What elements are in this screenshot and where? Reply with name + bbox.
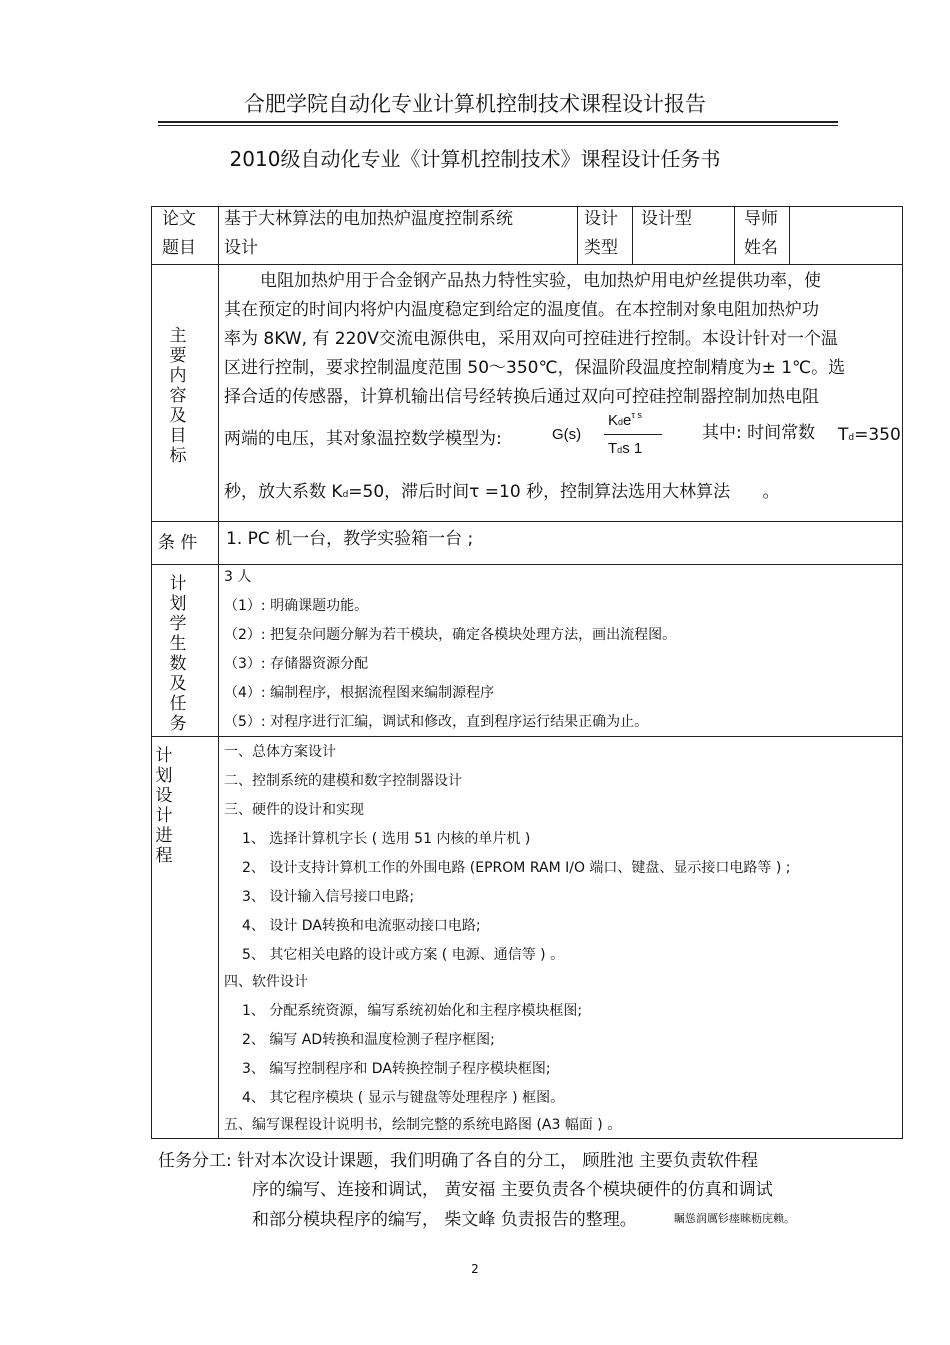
topic-value-line1: 基于大林算法的电加热炉温度控制系统 bbox=[224, 209, 513, 229]
type-label-line2: 类型 bbox=[584, 238, 618, 258]
column-divider bbox=[789, 206, 790, 264]
content-label: 主要内容及目标 bbox=[169, 326, 187, 466]
formula-denominator bbox=[608, 440, 642, 457]
formula-where: 其中: 时间常数 bbox=[702, 423, 816, 443]
column-divider bbox=[218, 206, 219, 1139]
garbled-watermark-text: 瞩慫润厲钐瘗睞枥庑赖。 bbox=[674, 1212, 795, 1225]
column-divider bbox=[632, 206, 633, 264]
exp-base: e bbox=[623, 412, 632, 429]
advisor-label-line2: 姓名 bbox=[744, 238, 778, 258]
time-constant-symbol: T bbox=[608, 440, 618, 457]
list-item: 4、 其它程序模块 ( 显示与键盘等处理程序 ) 框图。 bbox=[242, 1090, 565, 1106]
row-divider bbox=[151, 564, 902, 565]
denominator-rest: s 1 bbox=[622, 440, 643, 457]
formula-lhs: G(s) bbox=[552, 426, 582, 443]
conditions-value: 1. PC 机一台，教学实验箱一台 ; bbox=[226, 529, 474, 549]
list-item: 3 人 bbox=[224, 569, 252, 585]
type-value: 设计型 bbox=[641, 209, 692, 229]
topic-label-line1: 论文 bbox=[162, 209, 196, 229]
formula-numerator bbox=[608, 410, 642, 429]
content-line: 区进行控制，要求控制温度范围 50～350℃，保温阶段温度控制精度为± 1℃。选 bbox=[224, 358, 846, 378]
list-item: 三、硬件的设计和实现 bbox=[224, 802, 364, 818]
gain-rest: =50，滞后时间τ =10 秒，控制算法选用大林算法 bbox=[348, 482, 731, 502]
content-line: 率为 8KW, 有 220V交流电源供电，采用双向可控硅进行控制。本设计针对一个温 bbox=[224, 329, 838, 349]
header-rule-thin bbox=[158, 125, 838, 126]
list-item: 1、 分配系统资源，编写系统初始化和主程序模块框图; bbox=[242, 1003, 583, 1019]
page-number: 2 bbox=[471, 1262, 479, 1276]
list-item: （5）: 对程序进行汇编，调试和修改，直到程序运行结果正确为止。 bbox=[224, 714, 649, 730]
table-border-left bbox=[151, 206, 152, 1139]
students-label: 计划学生数及任务 bbox=[169, 574, 187, 734]
topic-value-line2: 设计 bbox=[224, 238, 258, 258]
td-value: =350 bbox=[854, 425, 901, 445]
running-header: 合肥学院自动化专业计算机控制技术课程设计报告 bbox=[244, 92, 706, 116]
content-line: 电阻加热炉用于合金钢产品热力特性实验，电加热炉用电炉丝提供功率，使 bbox=[260, 271, 821, 291]
content-final-line bbox=[224, 478, 780, 510]
list-item: 一、总体方案设计 bbox=[224, 744, 336, 760]
content-line: 其在预定的时间内将炉内温度稳定到给定的温度值。在本控制对象电阻加热炉功 bbox=[224, 300, 819, 320]
time-constant-subscript: d bbox=[617, 445, 623, 455]
gain-subscript: d bbox=[618, 417, 624, 427]
list-item: 四、软件设计 bbox=[224, 974, 308, 990]
list-item: （3）: 存储器资源分配 bbox=[224, 656, 369, 672]
list-item: 五、编写课程设计说明书，绘制完整的系统电路图 (A3 幅面 ) 。 bbox=[224, 1117, 622, 1133]
list-item: （1）: 明确课题功能。 bbox=[224, 598, 369, 614]
list-item: 二、控制系统的建模和数字控制器设计 bbox=[224, 773, 462, 789]
list-item: 5、 其它相关电路的设计或方案 ( 电源、通信等 ) 。 bbox=[242, 947, 565, 963]
list-item: 3、 编写控制程序和 DA转换控制子程序模块框图; bbox=[242, 1061, 551, 1077]
list-item: 2、 编写 AD转换和温度检测子程序框图; bbox=[242, 1032, 495, 1048]
final-period: 。 bbox=[762, 482, 780, 502]
column-divider bbox=[734, 206, 735, 264]
conditions-label: 条 件 bbox=[158, 533, 198, 553]
advisor-label-line1: 导师 bbox=[744, 209, 778, 229]
document-title: 2010级自动化专业《计算机控制技术》课程设计任务书 bbox=[229, 147, 721, 171]
division-line: 任务分工: 针对本次设计课题，我们明确了各自的分工， 顾胜池 主要负责软件程 bbox=[158, 1151, 758, 1171]
list-item: 2、 设计支持计算机工作的外围电路 (EPROM RAM I/O 端口、键盘、显示接口电路等 ) ; bbox=[242, 860, 791, 876]
gain-prefix: 秒，放大系数 bbox=[224, 482, 326, 502]
time-constant-value bbox=[838, 421, 901, 453]
fraction-bar bbox=[604, 434, 662, 435]
content-line: 择合适的传感器，计算机输出信号经转换后通过双向可控硅控制器控制加热电阻 bbox=[224, 387, 819, 407]
exp-power: τ s bbox=[631, 410, 642, 420]
division-line: 序的编写、连接和调试， 黄安福 主要负责各个模块硬件的仿真和调试 bbox=[252, 1180, 773, 1200]
td-symbol: T bbox=[838, 425, 849, 445]
type-label-line1: 设计 bbox=[584, 209, 618, 229]
header-rule bbox=[158, 121, 838, 123]
row-divider bbox=[151, 264, 902, 265]
kd-symbol: K bbox=[331, 482, 343, 502]
kd-subscript: d bbox=[342, 490, 349, 500]
row-divider bbox=[151, 521, 902, 522]
list-item: 4、 设计 DA转换和电流驱动接口电路; bbox=[242, 918, 481, 934]
list-item: （2）: 把复杂问题分解为若干模块，确定各模块处理方法，画出流程图。 bbox=[224, 627, 677, 643]
table-border-right bbox=[902, 206, 903, 1139]
topic-label-line2: 题目 bbox=[162, 238, 196, 258]
progress-label: 计划设计进程 bbox=[155, 746, 173, 866]
division-line: 和部分模块程序的编写， 柴文峰 负责报告的整理。 bbox=[252, 1210, 637, 1230]
formula-intro: 两端的电压，其对象温控数学模型为: bbox=[224, 429, 502, 449]
gain-symbol: K bbox=[608, 412, 619, 429]
list-item: 3、 设计输入信号接口电路; bbox=[242, 889, 415, 905]
column-divider bbox=[577, 206, 578, 264]
list-item: 1、 选择计算机字长 ( 选用 51 内核的单片机 ) bbox=[242, 831, 531, 847]
td-subscript: d bbox=[848, 433, 855, 443]
list-item: （4）: 编制程序，根据流程图来编制源程序 bbox=[224, 685, 495, 701]
